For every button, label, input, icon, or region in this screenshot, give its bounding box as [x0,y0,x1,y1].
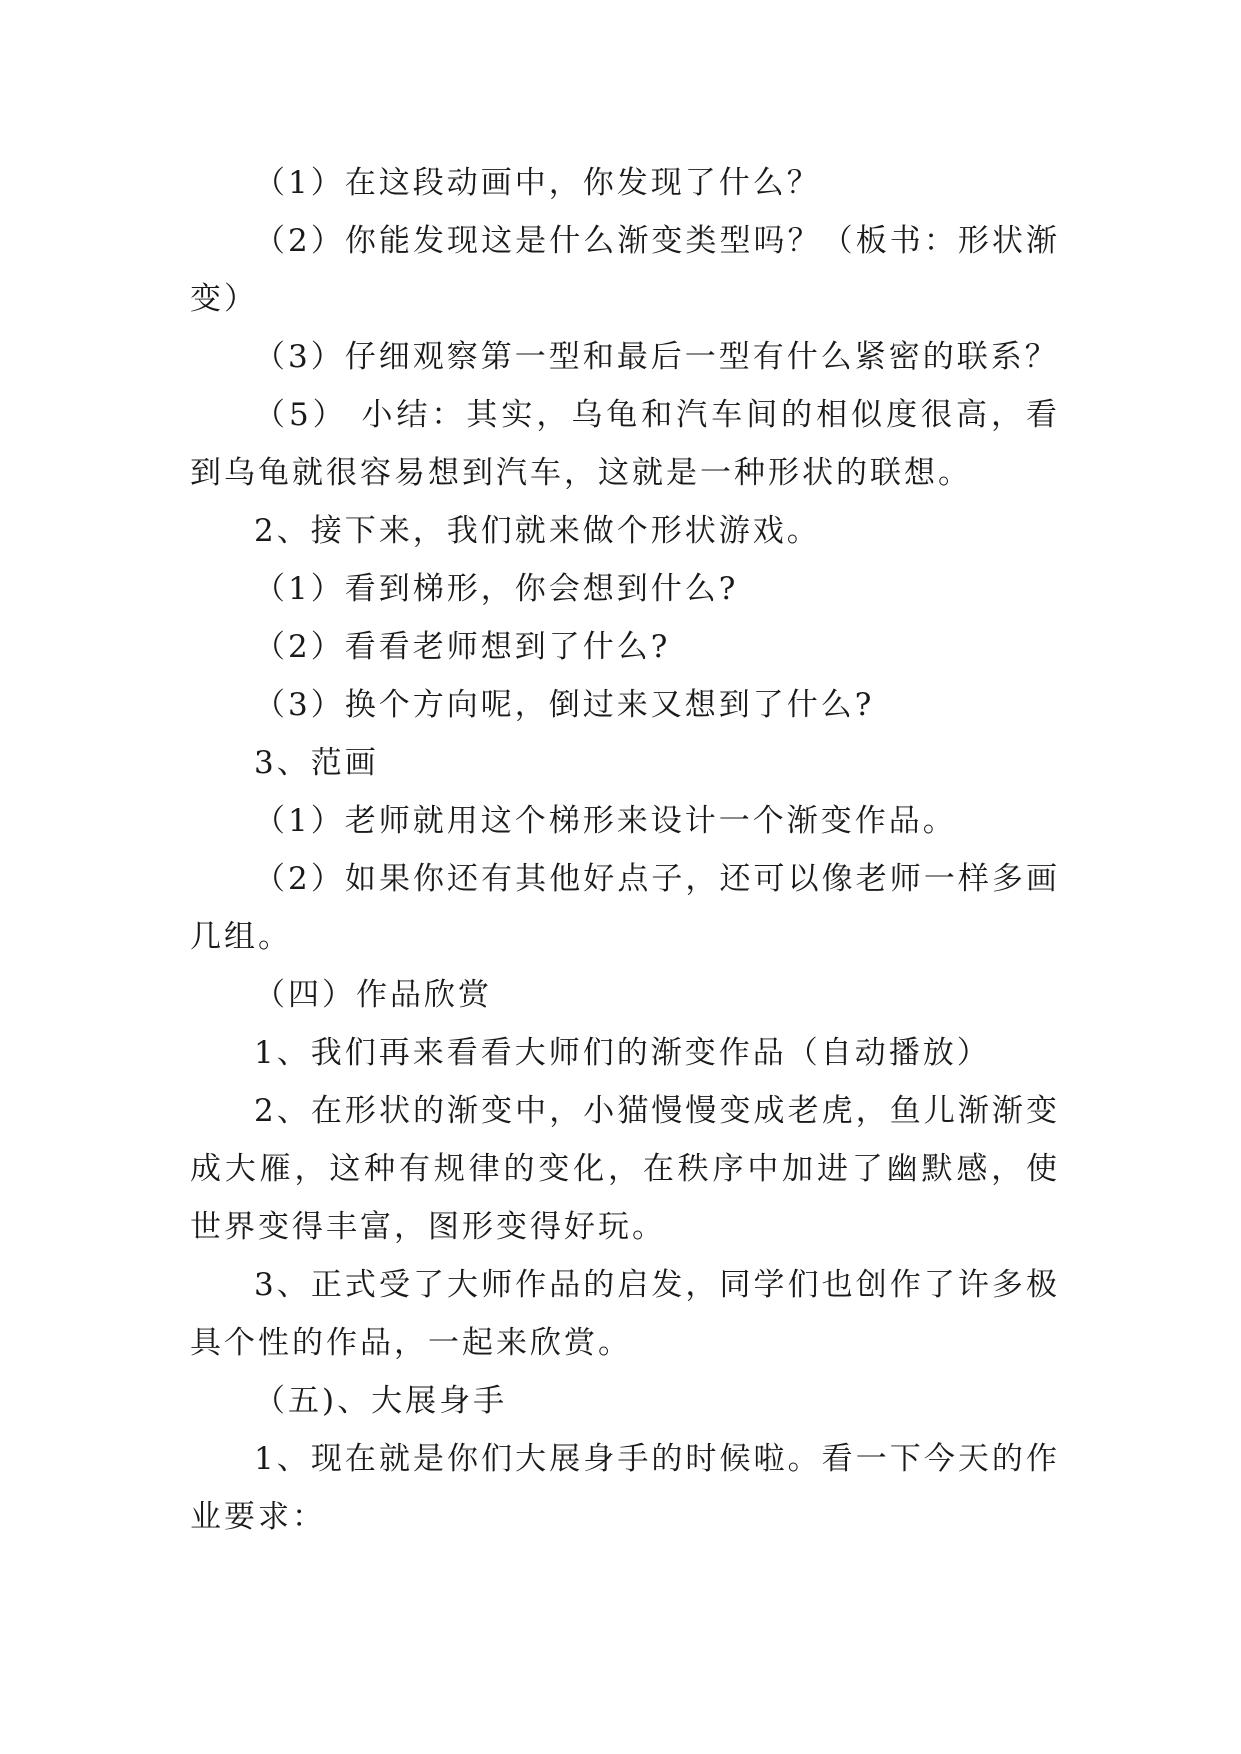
paragraph: 1、现在就是你们大展身手的时候啦。看一下今天的作业要求： [190,1441,1060,1535]
paragraph: （3）仔细观察第一型和最后一型有什么紧密的联系？ [254,339,1059,375]
paragraph: 3、范画 [254,745,379,781]
paragraph: （3）换个方向呢，倒过来又想到了什么? [254,687,875,723]
paragraph: 2、在形状的渐变中，小猫慢慢变成老虎，鱼儿渐渐变成大雁，这种有规律的变化，在秩序中加进了幽默感，使世界变得丰富，图形变得好玩。 [190,1093,1060,1245]
paragraph: （2）看看老师想到了什么? [254,629,671,665]
paragraph: 2、接下来，我们就来做个形状游戏。 [254,513,821,549]
paragraph: （1）老师就用这个梯形来设计一个渐变作品。 [254,803,957,839]
paragraph: （2）你能发现这是什么渐变类型吗？（板书：形状渐变） [190,223,1060,317]
paragraph: 3、正式受了大师作品的启发，同学们也创作了许多极具个性的作品，一起来欣赏。 [190,1267,1060,1361]
paragraph: 1、我们再来看看大师们的渐变作品（自动播放） [254,1035,991,1071]
section-heading: （五)、大展身手 [254,1383,508,1419]
paragraph: （2）如果你还有其他好点子，还可以像老师一样多画几组。 [190,861,1060,955]
paragraph: （5） 小结：其实，乌龟和汽车间的相似度很高，看到乌龟就很容易想到汽车，这就是一种形状的联想。 [190,397,1060,491]
paragraph: （1）看到梯形，你会想到什么? [254,571,739,607]
paragraph: （1）在这段动画中，你发现了什么？ [254,165,821,201]
section-heading: （四）作品欣赏 [254,977,492,1013]
